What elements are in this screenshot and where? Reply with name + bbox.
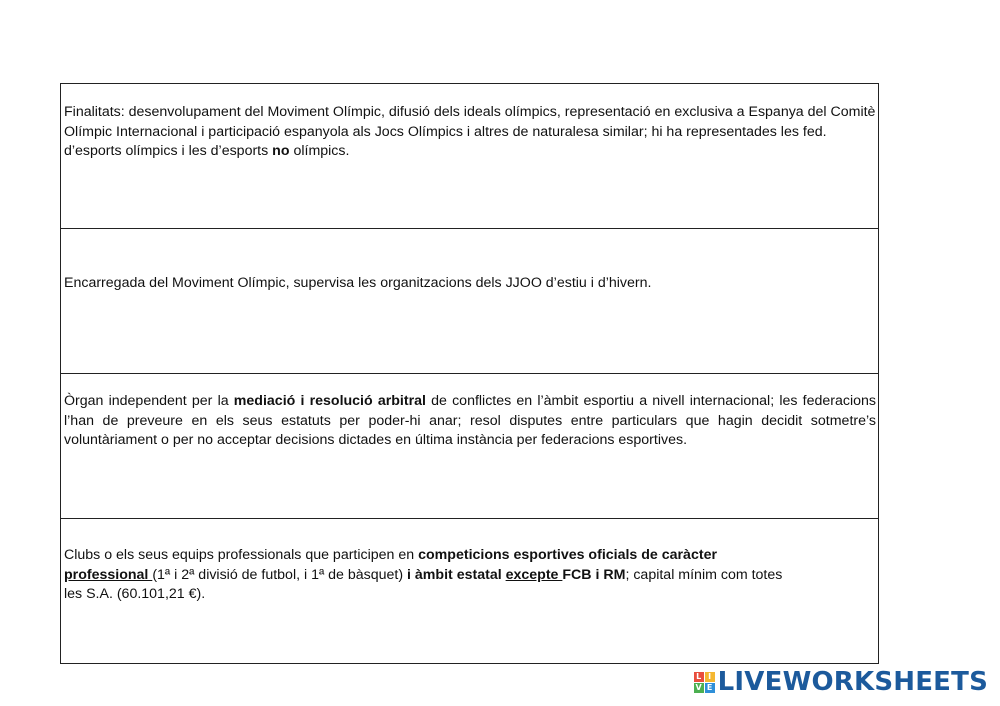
text-segment: no <box>272 143 290 159</box>
text-segment: excepte <box>505 566 563 583</box>
text-segment: FCB i RM <box>562 566 626 583</box>
logo-mark-letter: V <box>695 682 702 692</box>
liveworksheets-logo <box>694 668 988 696</box>
logo-mark-letter: L <box>694 672 704 682</box>
text-segment: competicions esportives oficials de caràcter <box>418 547 717 563</box>
logo-mark-letter: E <box>705 683 715 693</box>
row-text: Òrgan independent per la mediació i resolució arbitral de conflictes en l’àmbit esportiu a nivell internacional; les federacions l’han de preveure en els seus estatuts per poder-hi anar; resol disputes entre particulars que hagin decidit sotmetre’s voluntàriament o per no acceptar decisions dictades en última instància per federacions esportives. <box>64 393 876 448</box>
text-segment: professional <box>64 566 153 583</box>
row-text: Encarregada del Moviment Olímpic, supervisa les organitzacions dels JJOO d’estiu i d’hivern. <box>64 275 652 291</box>
text-segment: i àmbit estatal <box>407 566 506 583</box>
row-text: Finalitats: desenvolupament del Moviment Olímpic, difusió dels ideals olímpics, representació en exclusiva a Espanya del Comitè Olímpic Internacional i participació espanyola als Jocs Olímpics i altres de naturalesa similar; hi ha representades les fed. d’esports olímpics i les d’esports no olímpics. <box>64 104 876 159</box>
worksheet-table <box>60 83 879 664</box>
table-row <box>61 518 878 663</box>
table-row <box>61 228 878 373</box>
text-segment: mediació i resolució arbitral <box>233 393 426 409</box>
row-text: Clubs o els seus equips professionals que participen en competicions esportives oficials de caràcter professional (1ª i 2ª divisió de futbol, i 1ª de bàsquet) i àmbit estatal excepte FCB i RM; capital mínim com totes les S.A. (60.101,21 €). <box>64 547 783 602</box>
table-row <box>61 373 878 518</box>
logo-wordmark: LIVEWORKSHEETS <box>717 667 988 697</box>
logo-mark-letter: I <box>705 672 715 682</box>
logo-mark-icon <box>694 672 715 693</box>
table-row <box>61 84 878 228</box>
